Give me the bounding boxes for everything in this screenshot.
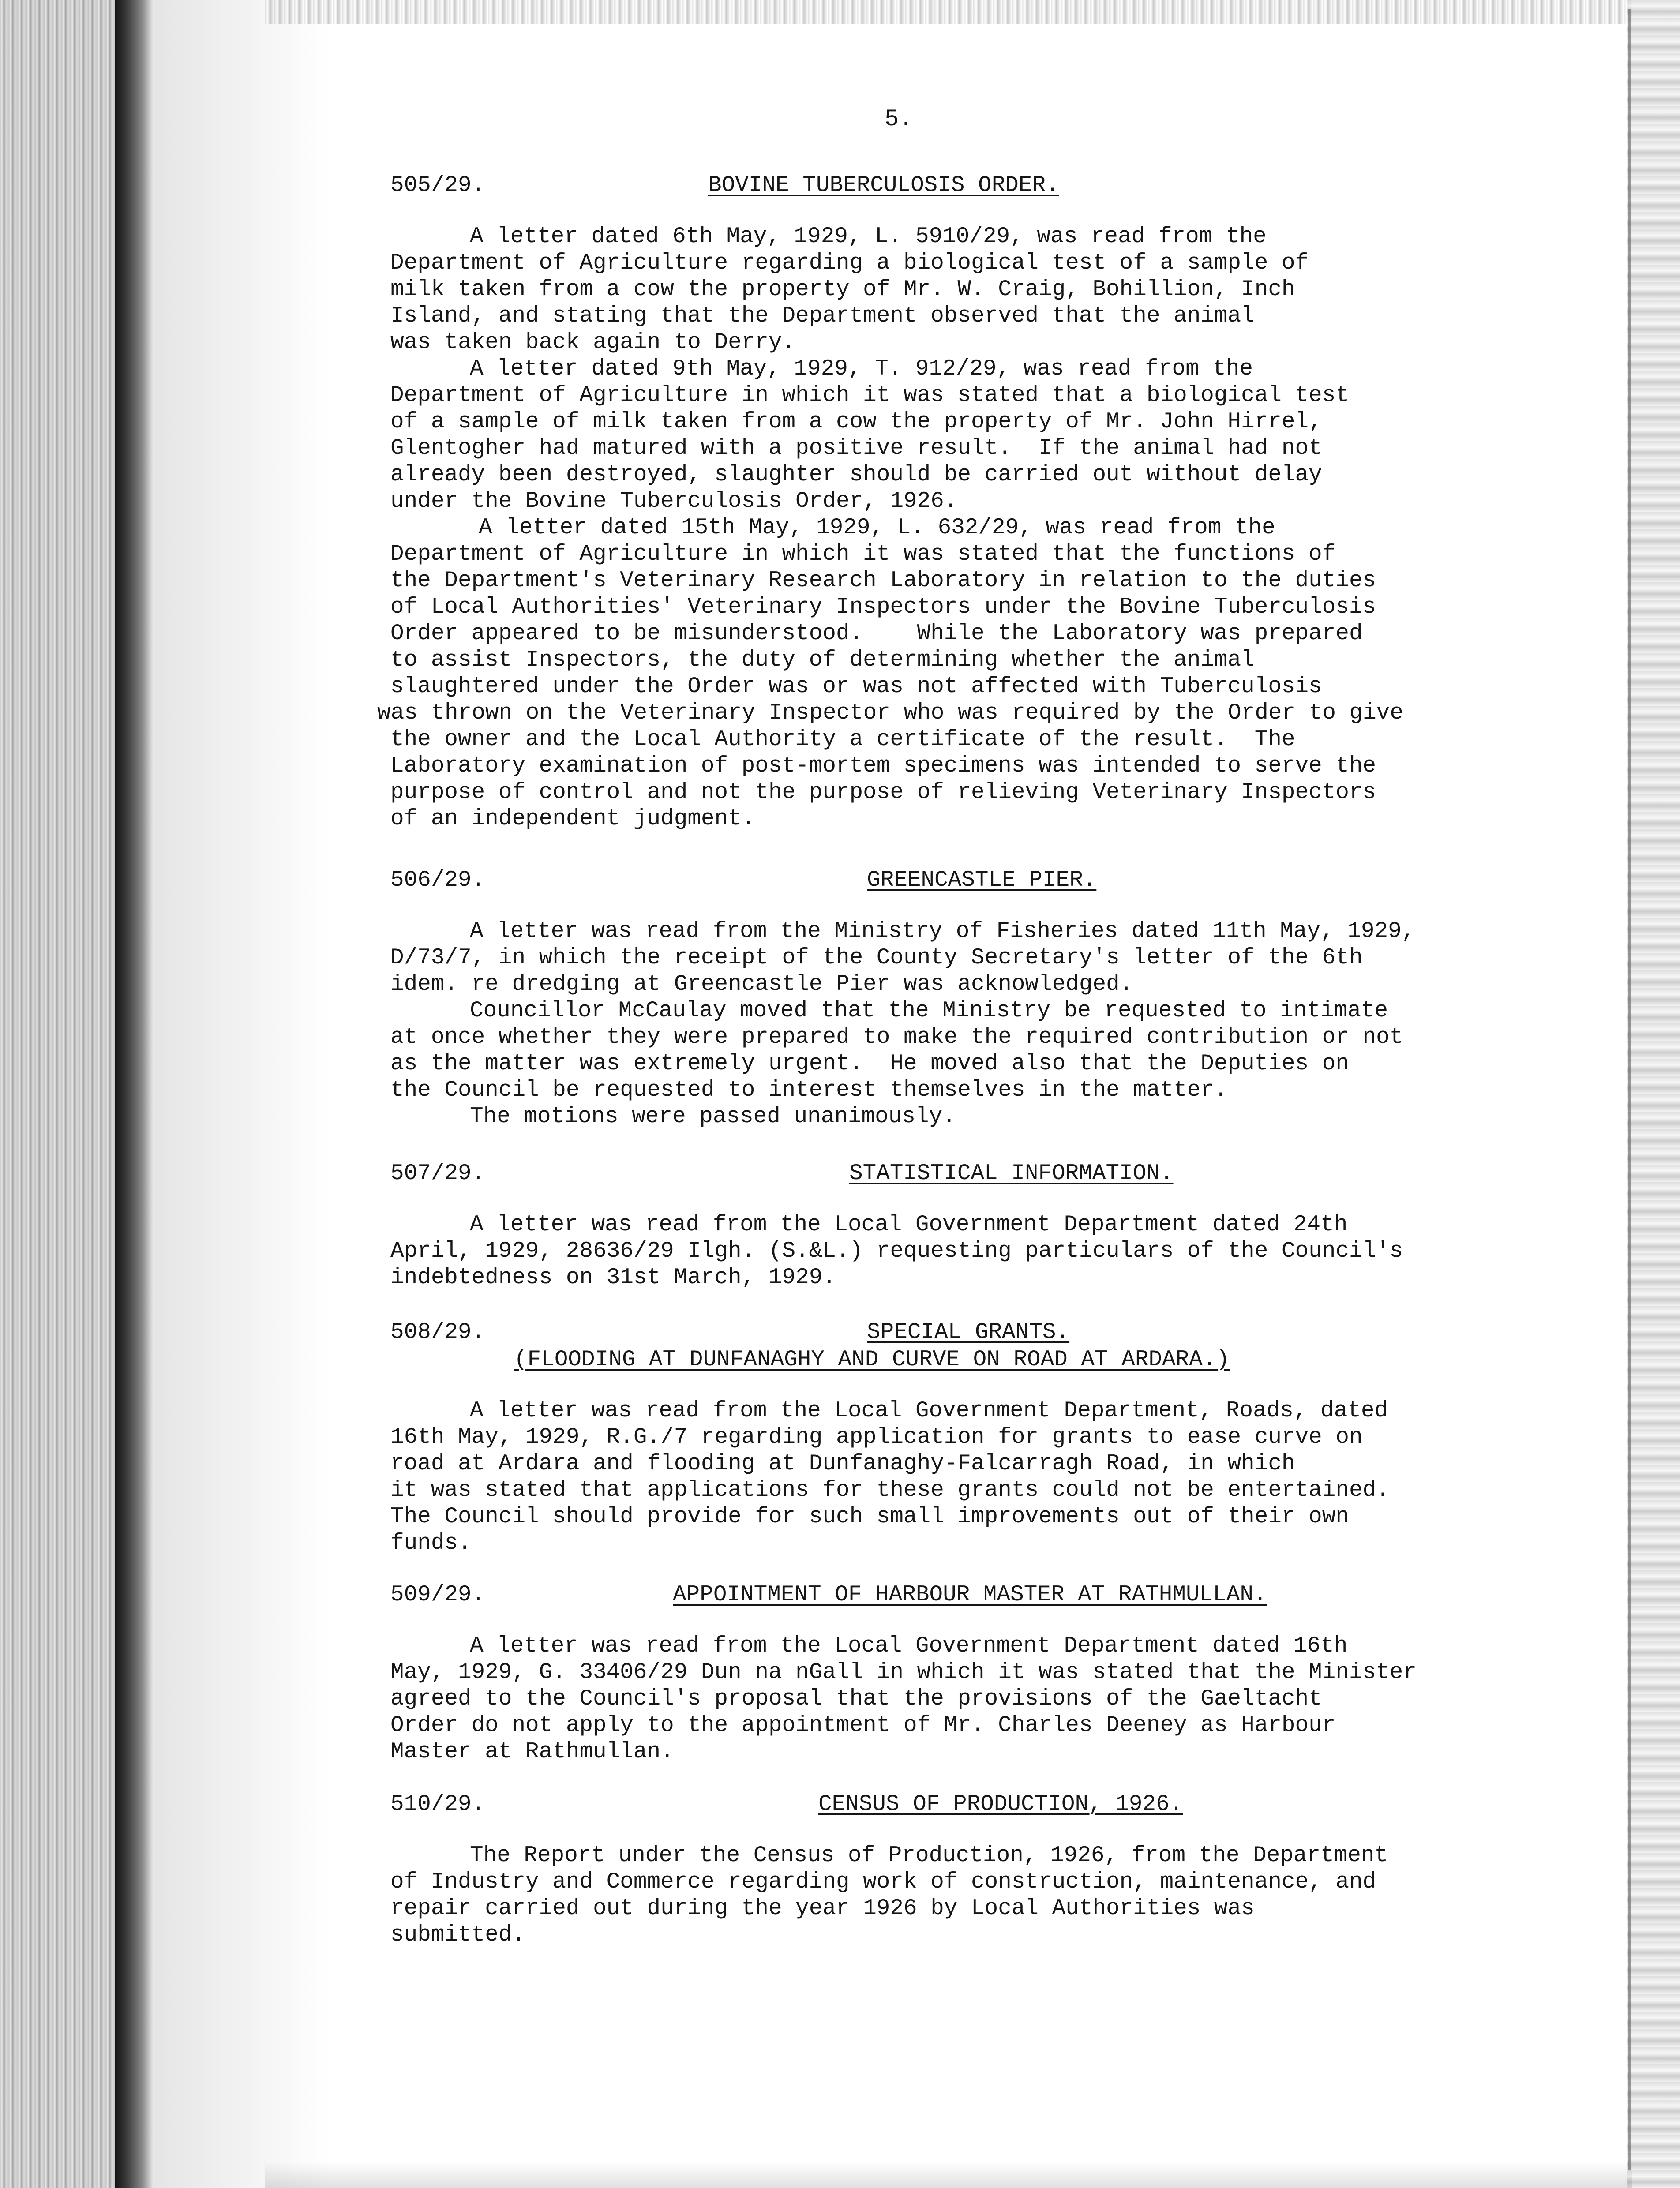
minute-506 — [390, 867, 1612, 1130]
text-line: slaughtered under the Order was or was not affected with Tuberculosis — [390, 674, 1322, 699]
binding-shadow — [115, 0, 154, 2188]
text-line: The Report under the Census of Production, 1926, from the Department — [470, 1843, 1388, 1868]
text-line: funds. — [390, 1531, 472, 1556]
minute-number: 505/29. — [390, 173, 485, 198]
paragraph — [390, 223, 1612, 356]
section-title: SPECIAL GRANTS. — [867, 1320, 1070, 1345]
section-heading — [390, 172, 1612, 199]
text-line: D/73/7, in which the receipt of the County Secretary's letter of the 6th — [390, 945, 1363, 970]
text-line: Department of Agriculture regarding a biological test of a sample of — [390, 251, 1309, 276]
bottom-page-edge — [265, 2162, 1632, 2188]
text-line: at once whether they were prepared to make the required contribution or not — [390, 1025, 1403, 1050]
paragraph — [390, 1103, 1612, 1130]
text-line: April, 1929, 28636/29 Ilgh. (S.&L.) requesting particulars of the Council's — [390, 1239, 1403, 1264]
text-line: the owner and the Local Authority a certificate of the result. The — [390, 727, 1295, 752]
text-line: Order do not apply to the appointment of Mr. Charles Deeney as Harbour — [390, 1713, 1336, 1738]
paragraph — [390, 1633, 1612, 1765]
page-number: 5. — [885, 106, 913, 133]
text-line: Glentogher had matured with a positive result. If the animal had not — [390, 436, 1322, 461]
section-subtitle: (FLOODING AT DUNFANAGHY AND CURVE ON ROAD AT ARDARA.) — [514, 1347, 1230, 1372]
text-line: idem. re dredging at Greencastle Pier was acknowledged. — [390, 972, 1133, 997]
text-line: Councillor McCaulay moved that the Ministry be requested to intimate — [470, 998, 1388, 1023]
minute-number: 509/29. — [390, 1582, 485, 1607]
minute-510 — [390, 1791, 1612, 1948]
text-line: 16th May, 1929, R.G./7 regarding application for grants to ease curve on — [390, 1425, 1363, 1450]
text-line: agreed to the Council's proposal that the provisions of the Gaeltacht — [390, 1686, 1322, 1712]
section-heading — [390, 1581, 1612, 1609]
text-line: was thrown on the Veterinary Inspector who was required by the Order to give — [377, 701, 1403, 726]
minute-505 — [377, 172, 1612, 832]
paragraph — [390, 356, 1612, 514]
text-line: purpose of control and not the purpose of relieving Veterinary Inspectors — [390, 780, 1376, 805]
text-line: A letter was read from the Local Government Department dated 16th — [470, 1634, 1348, 1659]
text-line: indebtedness on 31st March, 1929. — [390, 1265, 836, 1290]
text-line: of a sample of milk taken from a cow the property of Mr. John Hirrel, — [390, 409, 1322, 435]
paragraph — [390, 918, 1612, 997]
text-line: milk taken from a cow the property of Mr. W. Craig, Bohillion, Inch — [390, 277, 1295, 302]
page-binding-edge — [0, 0, 115, 2188]
section-heading — [390, 1160, 1612, 1188]
text-line: May, 1929, G. 33406/29 Dun na nGall in which it was stated that the Minister — [390, 1660, 1417, 1685]
minute-number: 506/29. — [390, 868, 485, 893]
text-line: submitted. — [390, 1922, 526, 1948]
text-line: the Council be requested to interest themselves in the matter. — [390, 1078, 1228, 1103]
text-line: repair carried out during the year 1926 by Local Authorities was — [390, 1896, 1255, 1921]
top-page-edge — [265, 0, 1632, 24]
page-fold-shading — [154, 0, 331, 2188]
text-line: A letter dated 15th May, 1929, L. 632/29, was read from the — [479, 515, 1275, 540]
text-line: The motions were passed unanimously. — [470, 1104, 956, 1129]
text-line: The Council should provide for such small improvements out of their own — [390, 1504, 1349, 1529]
text-line: of an independent judgment. — [390, 806, 755, 832]
minute-number: 507/29. — [390, 1161, 485, 1186]
text-line: was taken back again to Derry. — [390, 330, 796, 355]
document-page — [377, 106, 1612, 2117]
text-line: already been destroyed, slaughter should be carried out without delay — [390, 462, 1322, 487]
text-line: as the matter was extremely urgent. He moved also that the Deputies on — [390, 1051, 1349, 1076]
text-line: A letter was read from the Ministry of Fisheries dated 11th May, 1929, — [470, 919, 1415, 944]
text-line: the Department's Veterinary Research Laboratory in relation to the duties — [390, 568, 1376, 593]
text-line: Master at Rathmullan. — [390, 1739, 674, 1765]
text-line: A letter was read from the Local Government Department dated 24th — [470, 1212, 1348, 1237]
section-title: BOVINE TUBERCULOSIS ORDER. — [708, 173, 1059, 198]
paragraph — [390, 997, 1612, 1103]
text-line: of Local Authorities' Veterinary Inspectors under the Bovine Tuberculosis — [390, 595, 1376, 620]
minute-number: 510/29. — [390, 1792, 485, 1817]
text-line: of Industry and Commerce regarding work of construction, maintenance, and — [390, 1870, 1376, 1895]
text-line: Laboratory examination of post-mortem specimens was intended to serve the — [390, 753, 1376, 779]
paragraph — [390, 1397, 1612, 1556]
section-heading — [390, 867, 1612, 894]
text-line: A letter dated 6th May, 1929, L. 5910/29, was read from the — [470, 224, 1267, 249]
text-line: Department of Agriculture in which it was stated that the functions of — [390, 542, 1336, 567]
section-heading — [390, 1319, 1612, 1374]
minute-507 — [390, 1160, 1612, 1291]
text-line: road at Ardara and flooding at Dunfanaghy-Falcarragh Road, in which — [390, 1451, 1295, 1476]
text-line: to assist Inspectors, the duty of determining whether the animal — [390, 648, 1255, 673]
paragraph — [377, 514, 1612, 832]
paragraph — [390, 1211, 1612, 1291]
text-line: A letter dated 9th May, 1929, T. 912/29, was read from the — [470, 356, 1253, 382]
section-title: GREENCASTLE PIER. — [867, 868, 1097, 893]
section-title: APPOINTMENT OF HARBOUR MASTER AT RATHMULLAN. — [673, 1582, 1267, 1607]
section-title: CENSUS OF PRODUCTION, 1926. — [818, 1792, 1183, 1817]
minute-509 — [390, 1581, 1612, 1765]
right-page-edge-line — [1628, 9, 1631, 2170]
minute-number: 508/29. — [390, 1320, 485, 1345]
section-heading — [390, 1791, 1612, 1818]
right-page-edges — [1627, 0, 1680, 2188]
text-line: Island, and stating that the Department observed that the animal — [390, 303, 1255, 329]
text-line: Department of Agriculture in which it was stated that a biological test — [390, 383, 1349, 408]
text-line: A letter was read from the Local Government Department, Roads, dated — [470, 1398, 1388, 1424]
paragraph — [390, 1842, 1612, 1948]
text-line: under the Bovine Tuberculosis Order, 1926. — [390, 489, 958, 514]
text-line: it was stated that applications for these grants could not be entertained. — [390, 1478, 1390, 1503]
text-line: Order appeared to be misunderstood. While the Laboratory was prepared — [390, 621, 1363, 646]
minute-508 — [390, 1319, 1612, 1556]
section-title: STATISTICAL INFORMATION. — [849, 1161, 1174, 1186]
